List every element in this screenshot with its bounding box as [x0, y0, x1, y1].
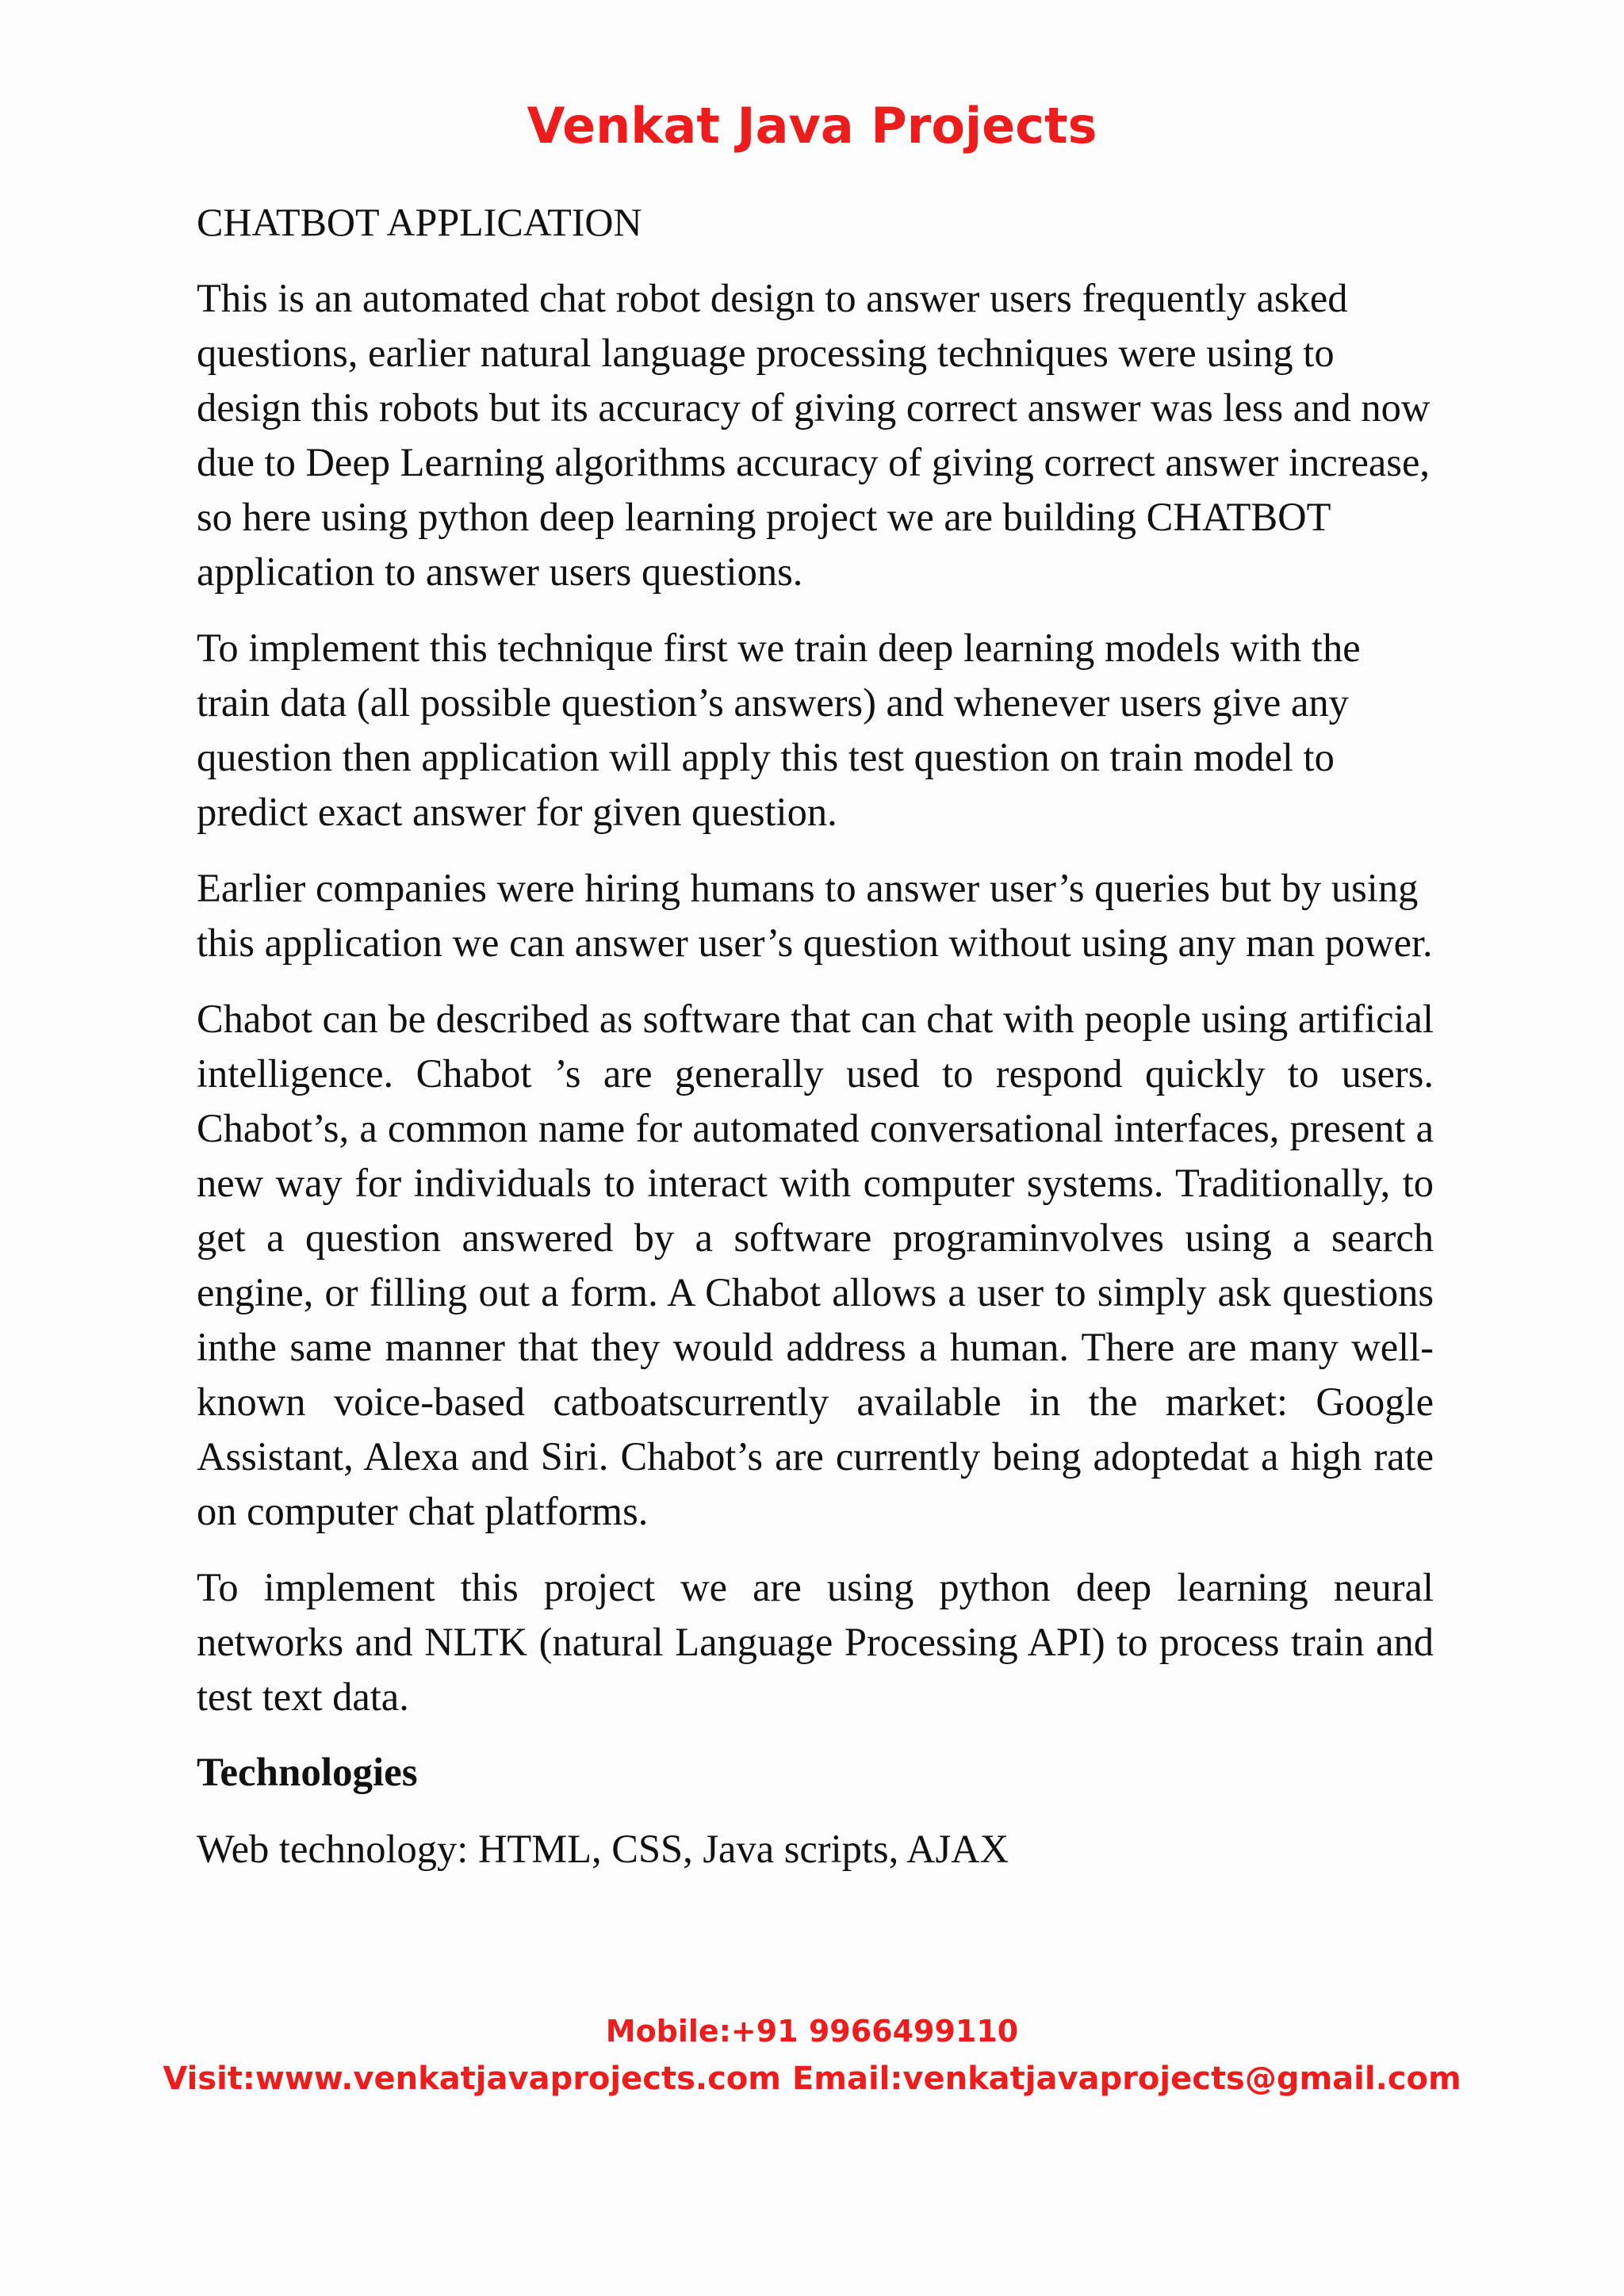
footer-email-link[interactable]: Email:venkatjavaprojects@gmail.com: [791, 2061, 1461, 2097]
paragraph-intro: This is an automated chat robot design to answer users frequently asked questions, earlier natural language processing techniques were using to design this robots but its accuracy of giving correct answer was less and now due to Deep Learning algorithms accuracy of giving correct answer increase, so here using python deep learning project we are building CHATBOT application to answer users questions.: [197, 276, 1431, 594]
header-title: Venkat Java Projects: [527, 97, 1097, 155]
footer-mobile: Mobile:+91 9966499110: [605, 2014, 1019, 2049]
paragraph-project-approach: To implement this project we are using python deep learning neural networks and NLTK (natural Language Processing API) to process train and test text data.: [197, 1565, 1434, 1719]
paragraph-companies: Earlier companies were hiring humans to answer user’s queries but by using this application we can answer user’s question without using any man power.: [197, 866, 1433, 965]
footer-contact: [0, 2057, 1624, 2101]
paragraph-implementation: To implement this technique first we train deep learning models with the train data (all possible question’s answers) and whenever users give any question then application will apply this test question on train model to predict exact answer for given question.: [197, 626, 1361, 834]
paragraph-chabot-description: Chabot can be described as software that can chat with people using artificial intelligence. Chabot ’s are generally used to respond quickly to users. Chabot’s, a common name for automated conversational interfaces, present a new way for individuals to interact with computer systems. Traditionally, to get a question answered by a software programinvolves using a search engine, or filling out a form. A Chabot allows a user to simply ask questions inthe same manner that they would address a human. There are many well-known voice-based catboatscurrently available in the market: Google Assistant, Alexa and Siri. Chabot’s are currently being adoptedat a high rate on computer chat platforms.: [197, 997, 1434, 1533]
technologies-heading: Technologies: [197, 1751, 418, 1795]
footer-website-link[interactable]: Visit:www.venkatjavaprojects.com: [163, 2061, 781, 2097]
web-technology-line: Web technology: HTML, CSS, Java scripts, AJAX: [197, 1827, 1009, 1871]
section-title: CHATBOT APPLICATION: [197, 200, 642, 244]
document-body: [197, 195, 1434, 1898]
